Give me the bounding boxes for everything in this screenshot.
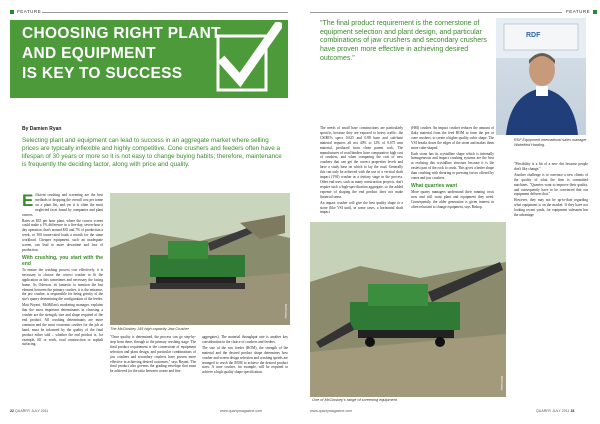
page-number: 23 [570,409,575,413]
byline: By Damien Ryan [22,126,62,132]
photo-caption: One of McCloskey's range of screening equipment [312,398,397,402]
paragraph: The needs of small base constructions are particularly specific, because they are exposed to heavy traffic: the CSIRO's specs 0.625 and 0.88 base and sub-base material requires all not 40% to 12% of 0.075 mm material, produced from clean parent rock. The manufacturer of road binders have comparative high cost of crushers, and when comparing the cost of new crushers that can get the correct properties levels and have a study base on which to lay the road. Generally this can only be achieved with the use of a vertical shaft impact (VSI) crusher as a tertiary stage in the process. Other end uses, such as many construction projects, don't require such a high-specification aggregate, so the added expense of shaping the end product does not make financial sense. [320,126,403,199]
paragraph: (HSI) crusher. An impact crusher reduces the amount of flaky material from the feed ROM to form the pre or cone crushers, to create a higher quality cubic shape. The VSI breaks down the edges of the stone and makes them more cube-shaped. [411,126,494,150]
body-column-1 [320,126,403,216]
portrait-illustration [496,18,586,135]
issue-name: QUARRY [15,409,31,413]
title-banner [10,20,288,98]
paragraph: The size of the raw feeder (ROM), the strength of the material and the desired product shape determines how crusher and screen design selection and crushing speeds are arranged to crush the ROM to achieve the desired product sizes. A cone crusher, for example, will be required to achieve a high quality shape specification. [202,345,288,375]
title-line: CHOOSING RIGHT PLANT [22,25,221,42]
screening-photo [310,222,506,397]
title-line: IS KEY TO SUCCESS [22,65,183,82]
portrait-caption: RDF Equipment international sales manager Wakefield Harding. [514,138,587,147]
standfirst: Selecting plant and equipment can lead to success in an aggregate market where selling prices are typically inflexible and highly competitive. Cone crushers and feeders often have a lifespan of 30 years or more so it is not easy to change buying habits; therefore, maintenance is frequently the deciding factor, along with price and quality. [22,137,282,168]
pull-quote: "The final product requirement is the cornerstone of equipment selection and plant design, and particular combinations of jaw crushers and secondary crushers have proven more effective in achieving desired outcomes." [320,20,487,62]
tag-square-icon [10,10,14,14]
body-column-2 [110,335,196,375]
issue-date: JULY 2011 [31,409,49,413]
header-rule [42,12,288,13]
tag-square-icon [593,10,597,14]
paragraph: An impact crusher will give the best quality shape to a stone (like VSI unit), in some cases, a horizontal shaft impact [320,200,403,215]
header-rule [310,12,562,13]
body-column-3 [202,335,288,376]
paragraph: Rates as $35 per hour plant, where the correct screen could make a 1% difference in a five-day, seven-hour a day operation, that's around $35 and 7% of production a week, or 300 tonne-rated loads a month for the same workload. Cheaper equipment, such an inadequate screen, can lead to more downtime and loss of production. [22,218,103,252]
subheading: With crushing, you start with the end [22,254,103,267]
checkmark-icon [216,22,282,96]
paragraph: "Once quality is determined, the process can go step-by-step from there, through to the primary crushing stage. The final product requirement is the cornerstone of equipment selection and plant design, and particular combinations of jaw crushers and secondary crushers have proven more effective in achieving desired outcomes," says Bryant. The final product also governs the grading envelope that must be achieved (or the ratio between coarse and fine [110,335,196,374]
crusher-photo [110,193,290,325]
page-footer [10,409,48,413]
paragraph: More quarry managers understand their running costs now and will want plant and equipment they need. Consequently, the older generation is given interest in often reluctant to change equipment, says Bishop. [411,189,494,209]
issue-date: JULY 2011 [552,409,570,413]
section-tag-label: FEATURE [17,9,42,14]
screening-illustration [310,222,506,397]
right-page [300,0,600,424]
paragraph: aggregates). The material throughput rate is another key consideration in the choice of crushers and feeders. [202,335,288,344]
paragraph: To ensure the crushing process cost effectively, it is necessary to choose the correct crusher to fit the application as this sometimes and necessary the facing home. As Oderson, its fantastic to mention the last element between the primary crusher, it is the entrance, the jaw crusher, is responsible for being gravity of the site's quarry determining the configuration of the feeder. [22,267,103,302]
body-column-2 [411,126,494,211]
page-number: 22 [10,409,14,413]
section-tag-label: FEATURE [566,9,591,14]
section-tag [10,9,41,14]
portrait-logo: RDF [526,32,541,39]
body-column-3 [514,162,588,219]
photo-credit: McCloskey [500,376,504,391]
website-link[interactable]: www.quarrymagazine.com [310,409,353,413]
section-tag [566,9,597,14]
page-footer [536,409,574,413]
issue-name: QUARRY [536,409,552,413]
paragraph: Matt Bryant, McMillan's marketing manager, explains that the most important determinants in choosing a crusher are the strength, size and shape required of the end product. All crushing determinants are more common and the most economic crusher for the job at hand, must be informed by the quality of the final product either sold – whether the end product is, for example, fill or work, road construction or asphalt surfacing. [22,303,103,347]
photo-credit: McCloskey [284,304,288,319]
paragraph: "Flexibility is a bit of a new dirt because people don't like change," [514,162,588,171]
subheading: What quarries want [411,182,458,189]
crusher-illustration [110,193,290,325]
paragraph: Another challenge is to convince a new clients of the quality of what the firm is committed machines. "Quarries want to improve their quality, and consequently have to be convinced that our equipment delivers that." [514,172,588,197]
article-title [22,24,222,84]
photo-caption: The McCloskey J45 high capacity Jaw Crusher [110,327,189,331]
title-line: AND EQUIPMENT [22,45,156,62]
website-link[interactable]: www.quarrymagazine.com [220,409,263,413]
paragraph: However, they may not be up-to-date regarding what equipment is on the market. If they have not looking recent yards, for equipment salesmen has the advantage [514,198,588,218]
portrait-photo [496,18,586,135]
body-column-1 [22,193,103,348]
paragraph: fficient crushing and screening are the best methods of dropping the overall cost per tonne on a plant list, and yet it is often the most neglected facet found by companies and plant owners. [22,193,103,217]
paragraph: Each stone has its crystalline shape which is internally homogeneous and impact crushing systems are the best at realising this crystalline structure because it is the easiest part of the rock to crush. This gives a better shape than crushing with shearing or pressing forces offered by cones and jaw crushers. [411,151,494,181]
drop-cap: E [22,191,34,210]
